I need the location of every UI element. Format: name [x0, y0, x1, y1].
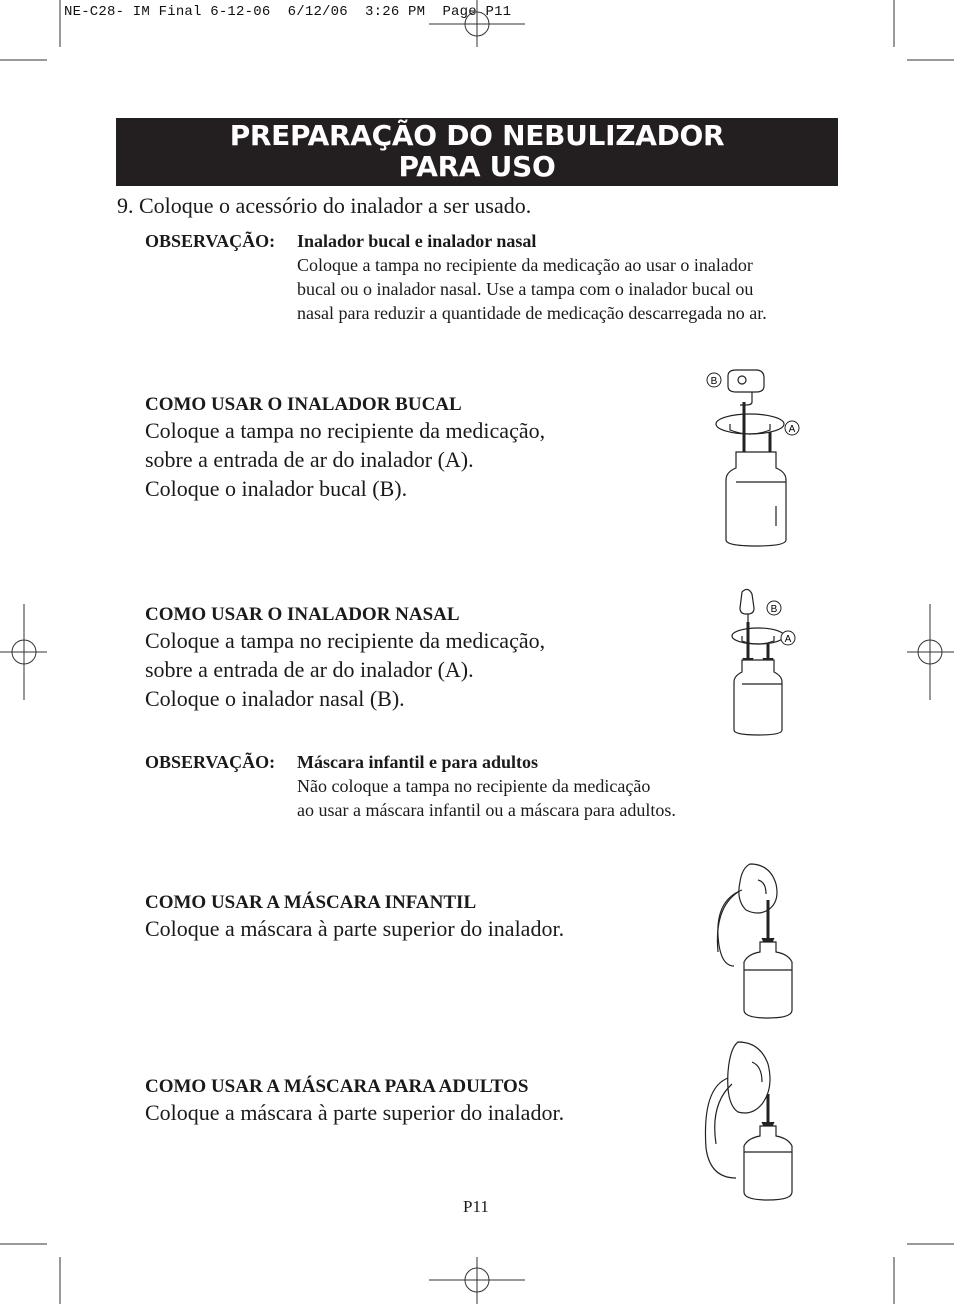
page-title-line1: PREPARAÇÃO DO NEBULIZADOR — [229, 119, 725, 152]
page-title-line2: PARA USO — [398, 150, 556, 183]
bucal-line: sobre a entrada de ar do inalador (A). — [145, 447, 474, 472]
note1-line: nasal para reduzir a quantidade de medicação descarregada no ar. — [297, 303, 767, 323]
nasal-body — [145, 626, 545, 713]
adult-mask-illustration — [702, 1038, 802, 1200]
registration-mark-left — [0, 604, 47, 700]
label-b-nasal: B — [770, 604, 778, 615]
bucal-body — [145, 416, 545, 503]
infantil-heading: COMO USAR A MÁSCARA INFANTIL — [145, 892, 477, 913]
bucal-heading: COMO USAR O INALADOR BUCAL — [145, 394, 462, 415]
registration-mark-bottom — [429, 1257, 525, 1304]
note2-line: Não coloque a tampa no recipiente da medicação — [297, 776, 651, 796]
child-mask-illustration — [712, 860, 802, 1022]
nasal-heading: COMO USAR O INALADOR NASAL — [145, 604, 460, 625]
bucal-line: Coloque a tampa no recipiente da medicação, — [145, 418, 546, 443]
nasal-line: sobre a entrada de ar do inalador (A). — [145, 657, 474, 682]
note2-heading: Máscara infantil e para adultos — [297, 752, 538, 772]
adultos-text: Coloque a máscara à parte superior do inalador. — [145, 1100, 565, 1125]
note2-body — [297, 774, 676, 822]
note1-body — [297, 253, 767, 325]
note2-line: ao usar a máscara infantil ou a máscara para adultos. — [297, 800, 676, 820]
label-b-bucal: B — [710, 376, 718, 387]
bucal-line: Coloque o inalador bucal (B). — [145, 476, 408, 501]
page-title — [116, 118, 838, 186]
registration-mark-right — [907, 604, 954, 700]
nasal-line: Coloque a tampa no recipiente da medicação, — [145, 628, 546, 653]
nasal-piece-illustration — [720, 586, 810, 738]
infantil-text: Coloque a máscara à parte superior do inalador. — [145, 916, 565, 941]
label-a-bucal: A — [788, 424, 796, 435]
page-number: P11 — [463, 1197, 489, 1216]
note1-line: Coloque a tampa no recipiente da medicação ao usar o inalador — [297, 255, 753, 275]
print-slug: NE-C28- IM Final 6-12-06 6/12/06 3:26 PM Page P11 — [64, 4, 512, 20]
adultos-heading: COMO USAR A MÁSCARA PARA ADULTOS — [145, 1076, 529, 1097]
nasal-line: Coloque o inalador nasal (B). — [145, 686, 405, 711]
step-9: 9. Coloque o acessório do inalador a ser usado. — [117, 193, 532, 218]
note1-heading: Inalador bucal e inalador nasal — [297, 231, 537, 251]
note2-label: OBSERVAÇÃO: — [145, 752, 276, 772]
note1-label: OBSERVAÇÃO: — [145, 231, 276, 251]
note1-line: bucal ou o inalador nasal. Use a tampa com o inalador bucal ou — [297, 279, 754, 299]
label-a-nasal: A — [784, 634, 792, 645]
mouthpiece-illustration — [700, 366, 810, 548]
